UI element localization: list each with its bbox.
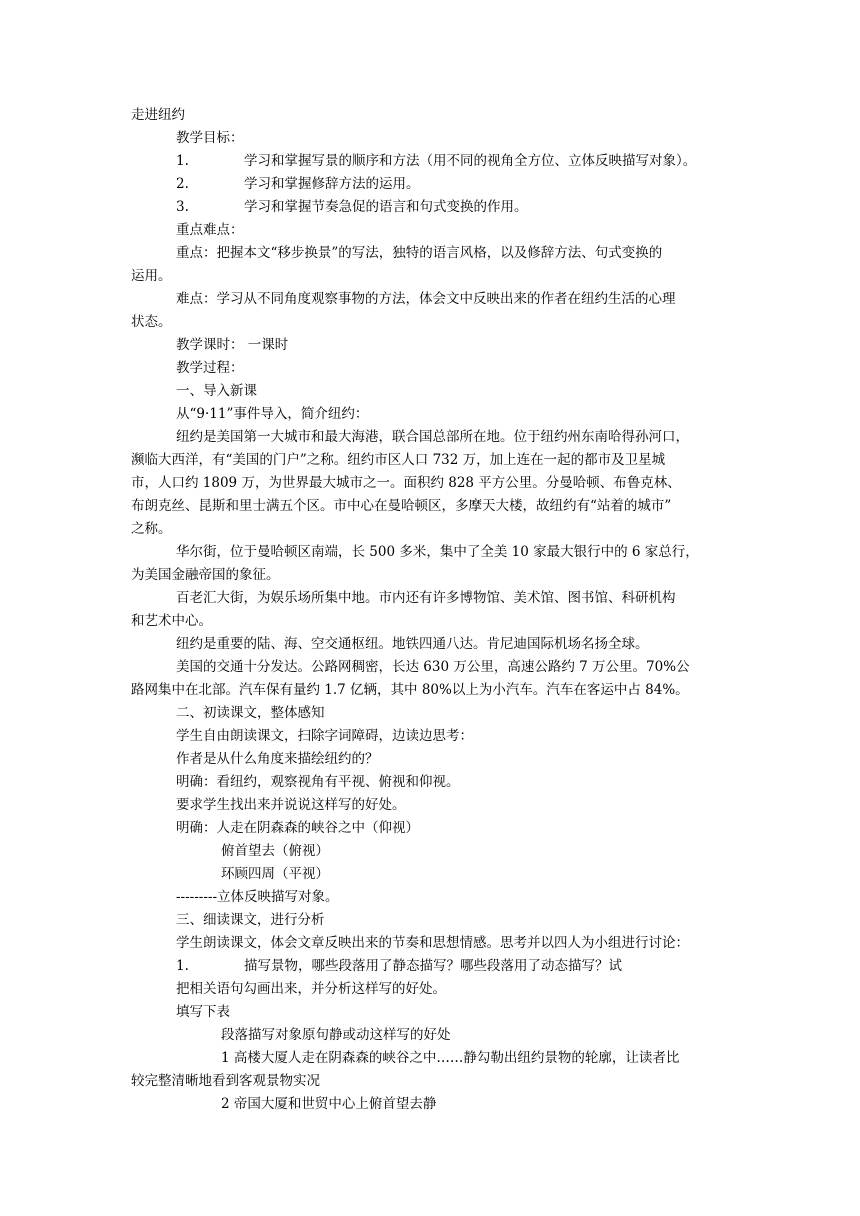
paragraph-line: 路网集中在北部。汽车保有量约 1.7 亿辆，其中 80%以上为小汽车。汽车在客运中占 84%。 <box>131 682 689 698</box>
paragraph-line: 填写下表 <box>176 1004 230 1020</box>
process-heading: 教学过程： <box>176 360 244 376</box>
section-heading: 三、细读课文，进行分析 <box>176 912 325 928</box>
paragraph-line: 环顾四周（平视） <box>221 866 329 882</box>
objective-number: 1. <box>176 153 189 169</box>
paragraph-line: 纽约是重要的陆、海、空交通枢纽。地铁四通八达。肯尼迪国际机场名扬全球。 <box>176 636 649 652</box>
paragraph-line: 俯首望去（俯视） <box>221 843 329 859</box>
paragraph-line: 学生朗读课文，体会文章反映出来的节奏和思想情感。思考并以四人为小组进行讨论： <box>176 935 689 951</box>
difficulty-line: 难点：学习从不同角度观察事物的方法，体会文中反映出来的作者在纽约生活的心理 <box>176 291 676 307</box>
difficulty-line: 状态。 <box>131 314 172 330</box>
section-heading: 二、初读课文，整体感知 <box>176 705 325 721</box>
section-intro: 从“9·11”事件导入，简介纽约： <box>176 406 369 422</box>
paragraph-line: ---------立体反映描写对象。 <box>176 889 339 905</box>
doc-title: 走进纽约 <box>131 107 185 123</box>
question-number: 1. <box>176 958 189 974</box>
paragraph-line: 把相关语句勾画出来，并分析这样写的好处。 <box>176 981 446 997</box>
table-header: 段落描写对象原句静或动这样写的好处 <box>221 1027 451 1043</box>
paragraph-line: 华尔街，位于曼哈顿区南端，长 500 多米，集中了全美 10 家最大银行中的 6 家总行， <box>176 544 699 560</box>
key-point-line: 重点：把握本文“移步换景”的写法，独特的语言风格，以及修辞方法、句式变换的 <box>176 245 663 261</box>
paragraph-line: 明确：人走在阴森森的峡谷之中（仰视） <box>176 820 419 836</box>
key-heading: 重点难点： <box>176 222 244 238</box>
paragraph-line: 要求学生找出来并说说这样写的好处。 <box>176 797 406 813</box>
paragraph-line: 描写景物，哪些段落用了静态描写？哪些段落用了动态描写？试 <box>244 958 622 974</box>
paragraph-line: 之称。 <box>131 521 172 537</box>
objective-number: 3. <box>176 199 189 215</box>
paragraph-line: 百老汇大街，为娱乐场所集中地。市内还有许多博物馆、美术馆、图书馆、科研机构 <box>176 590 676 606</box>
table-row: 1 高楼大厦人走在阴森森的峡谷之中……静勾勒出纽约景物的轮廓，让读者比 <box>221 1050 680 1066</box>
paragraph-line: 市，人口约 1809 万，为世界最大城市之一。面积约 828 平方公里。分曼哈顿、布鲁克林、 <box>131 475 681 491</box>
objectives-heading: 教学目标： <box>176 130 244 146</box>
paragraph-line: 纽约是美国第一大城市和最大海港，联合国总部所在地。位于纽约州东南哈得孙河口， <box>176 429 689 445</box>
section-heading: 一、导入新课 <box>176 383 257 399</box>
paragraph-line: 美国的交通十分发达。公路网稠密，长达 630 万公里，高速公路约 7 万公里。70%公 <box>176 659 690 675</box>
objective-text: 学习和掌握写景的顺序和方法（用不同的视角全方位、立体反映描写对象）。 <box>244 153 697 169</box>
paragraph-line: 作者是从什么角度来描绘纽约的？ <box>176 751 379 767</box>
objective-number: 2. <box>176 176 189 192</box>
class-hours: 教学课时： 一课时 <box>176 337 289 353</box>
table-row: 2 帝国大厦和世贸中心上俯首望去静 <box>221 1096 437 1112</box>
table-row: 较完整清晰地看到客观景物实况 <box>131 1073 320 1089</box>
paragraph-line: 为美国金融帝国的象征。 <box>131 567 280 583</box>
objective-text: 学习和掌握修辞方法的运用。 <box>244 176 420 192</box>
paragraph-line: 和艺术中心。 <box>131 613 212 629</box>
paragraph-line: 濒临大西洋，有“美国的门户”之称。纽约市区人口 732 万，加上连在一起的都市及卫星城 <box>131 452 666 468</box>
objective-text: 学习和掌握节奏急促的语言和句式变换的作用。 <box>244 199 528 215</box>
paragraph-line: 布朗克丝、昆斯和里士满五个区。市中心在曼哈顿区，多摩天大楼，故纽约有“站着的城市” <box>131 498 672 514</box>
paragraph-line: 学生自由朗读课文，扫除字词障碍，边读边思考： <box>176 728 473 744</box>
key-point-line: 运用。 <box>131 268 172 284</box>
paragraph-line: 明确：看纽约，观察视角有平视、俯视和仰视。 <box>176 774 460 790</box>
